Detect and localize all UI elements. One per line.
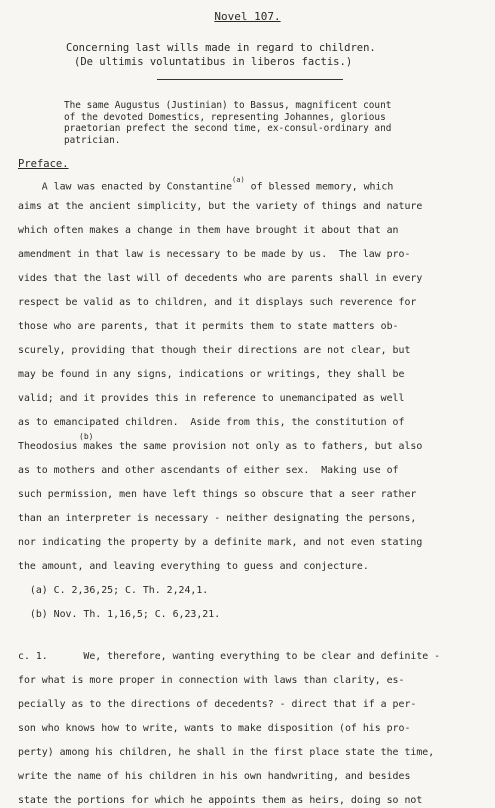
c1-line-1: for what is more proper in connection with laws than clarity, es- (18, 675, 405, 686)
document-title: Novel 107. (214, 10, 281, 23)
address-line-3: praetorian prefect the second time, ex-consul-ordinary and (64, 123, 392, 134)
preface-heading: Preface. (18, 158, 69, 170)
body-line-4: vides that the last will of decedents who are parents shall in every (18, 273, 423, 284)
footnote-ref-b: (b) (79, 432, 94, 441)
address-block (64, 100, 474, 146)
address-line-1: The same Augustus (Justinian) to Bassus, magnificent count (64, 100, 392, 111)
divider-rule (157, 79, 343, 80)
body-line-13: such permission, men have left things so obscure that a seer rather (18, 489, 417, 500)
body-line-8: may be found in any signs, indications or writings, they shall be (18, 369, 405, 380)
footnote-b: (b) Nov. Th. 1,16,5; C. 6,23,21. (18, 609, 221, 620)
body-line-10: as to emancipated children. Aside from this, the constitution of (18, 417, 405, 428)
body-line-7: scurely, providing that though their directions are not clear, but (18, 345, 411, 356)
body-line-0-tail: of blessed memory, which (244, 181, 394, 193)
address-line-4: patrician. (64, 134, 121, 146)
c1-line-0: c. 1. We, therefore, wanting everything to be clear and definite - (18, 651, 441, 662)
c1-line-6: state the portions for which he appoints them as heirs, doing so not (18, 795, 423, 806)
body-line-2: which often makes a change in them have brought it about that an (18, 225, 399, 236)
c1-line-3: son who knows how to write, wants to make disposition (of his pro- (18, 723, 411, 734)
body-line-0-head: A law was enacted by Constantine (18, 181, 233, 193)
body-line-11: Theodosius makes the same provision not only as to fathers, but also (18, 441, 423, 452)
body-line-6: those who are parents, that it permits them to state matters ob- (18, 321, 399, 332)
body-line-14: than an interpreter is necessary - neither designating the persons, (18, 513, 417, 524)
c1-line-5: write the name of his children in his own handwriting, and besides (18, 771, 411, 782)
body-line-15: nor indicating the property by a definite mark, and not even stating (18, 537, 423, 548)
body-line-12: as to mothers and other ascendants of either sex. Making use of (18, 465, 399, 476)
body-line-16: the amount, and leaving everything to guess and conjecture. (18, 561, 369, 572)
c1-line-4: perty) among his children, he shall in the first place state the time, (18, 747, 435, 758)
body-line-1: aims at the ancient simplicity, but the variety of things and nature (18, 201, 423, 212)
subtitle-line-1: Concerning last wills made in regard to children. (66, 42, 376, 54)
c1-line-2: pecially as to the directions of decedents? - direct that if a per- (18, 699, 417, 710)
body-line-9: valid; and it provides this in reference to unemancipated as well (18, 393, 405, 404)
address-line-2: of the devoted Domestics, representing Johannes, glorious (64, 111, 386, 123)
body-line-0 (18, 176, 394, 193)
body-line-5: respect be valid as to children, and it displays such reverence for (18, 297, 417, 308)
footnote-a: (a) C. 2,36,25; C. Th. 2,24,1. (18, 585, 209, 596)
subtitle-line-2: (De ultimis voluntatibus in liberos factis.) (74, 56, 353, 68)
body-line-3: amendment in that law is necessary to be made by us. The law pro- (18, 249, 411, 260)
subtitle (66, 41, 426, 69)
footnote-ref-a: (a) (232, 176, 245, 184)
